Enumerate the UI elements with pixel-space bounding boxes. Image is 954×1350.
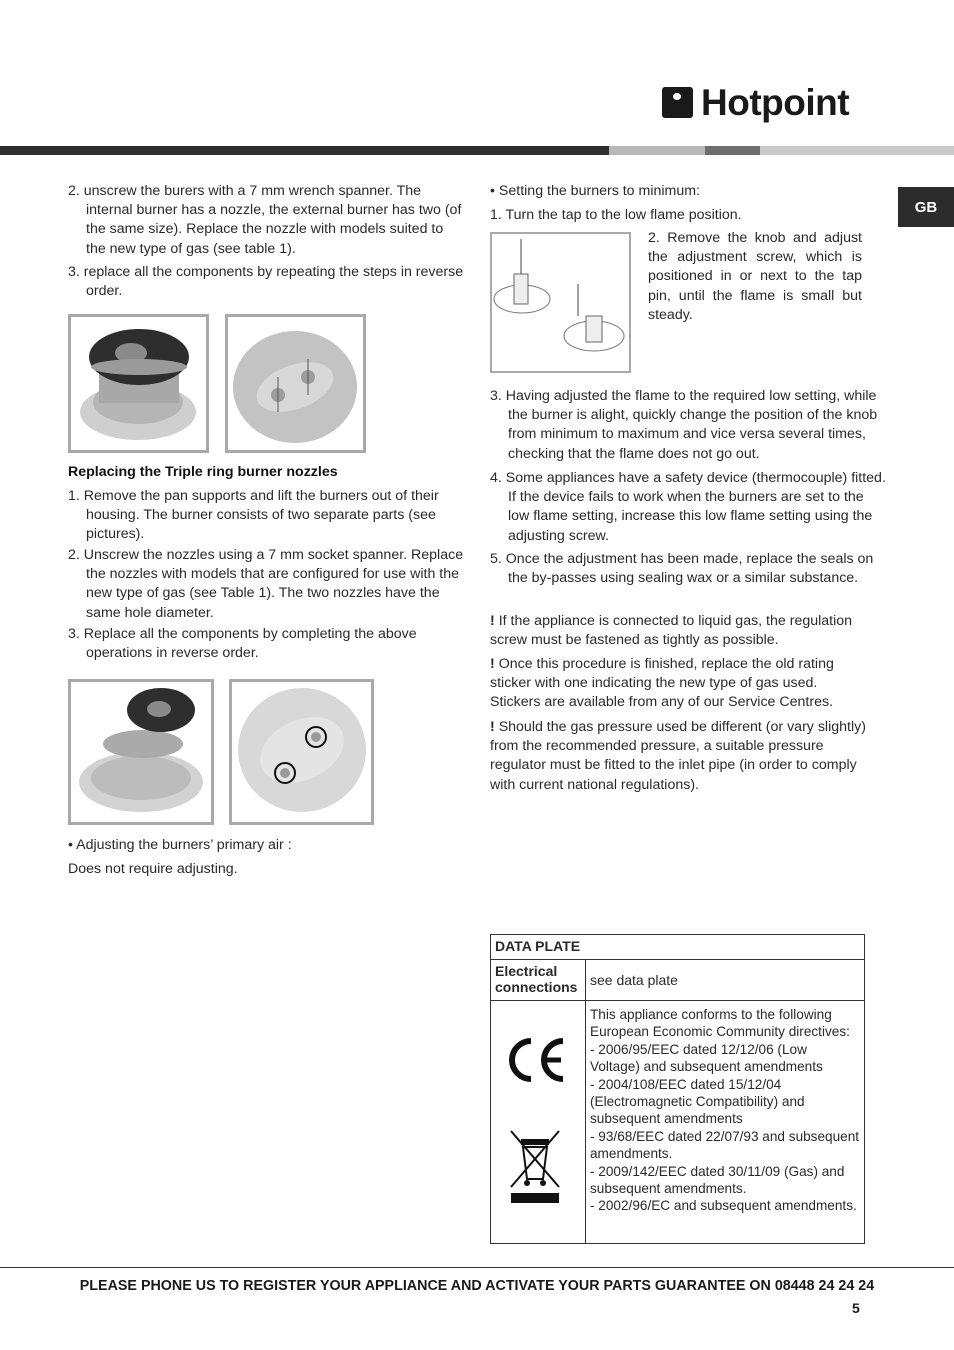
step-replace-components: 3. replace all the components by repeating the steps in reverse order. (68, 264, 464, 300)
min-step-3: 3. Having adjusted the flame to the required low setting, while the burner is alight, quickly change the position of the knob from minimum to maximum and vice versa several times, checking that the flame does not go out. (490, 388, 878, 462)
burner-photo-1 (68, 314, 209, 453)
triple-burner-photo-2 (229, 679, 374, 825)
brand-name: Hotpoint (701, 82, 850, 123)
footer-divider (0, 1267, 954, 1268)
primary-air-note: Does not require adjusting. (68, 861, 238, 877)
warning-rating-sticker (490, 655, 868, 713)
triple-ring-heading: Replacing the Triple ring burner nozzles (68, 464, 338, 480)
data-plate-table (490, 934, 865, 1244)
weee-bin-icon (507, 1129, 563, 1205)
compliance-marks (491, 1001, 586, 1244)
warning-gas-pressure (490, 718, 868, 795)
triple-step-2: 2. Unscrew the nozzles using a 7 mm socket spanner. Replace the nozzles with models that are configured for use with the new type of gas (see Table 1). The two nozzles have the same hole diameter. (68, 547, 464, 621)
ce-mark-icon (503, 1037, 569, 1083)
electrical-value: see data plate (586, 960, 865, 1001)
min-step-1: 1. Turn the tap to the low flame position. (490, 207, 742, 223)
directive-line: - 2002/96/EC and subsequent amendments. (590, 1198, 857, 1214)
min-step-5: 5. Once the adjustment has been made, replace the seals on the by-passes using sealing wax or a similar substance. (490, 551, 874, 587)
warning-text: If the appliance is connected to liquid gas, the regulation screw must be fastened as tightly as possible. (490, 613, 853, 649)
header-bar (0, 146, 954, 155)
warning-mark: ! (490, 719, 495, 735)
warning-mark: ! (490, 613, 495, 629)
primary-air-bullet: • Adjusting the burners’ primary air : (68, 837, 292, 853)
page-number: 5 (852, 1300, 860, 1316)
min-step-4: 4. Some appliances have a safety device (thermocouple) fitted. If the device fails to work when the burners are set to the low flame setting, increase this low flame setting using the adjusting screw. (490, 470, 886, 544)
registration-footer: PLEASE PHONE US TO REGISTER YOUR APPLIANCE AND ACTIVATE YOUR PARTS GUARANTEE ON 08448 24 24 24 (79, 1278, 875, 1294)
minimum-setting-bullet: • Setting the burners to minimum: (490, 183, 700, 199)
logo-mark-icon (662, 87, 693, 118)
data-plate-title: DATA PLATE (491, 935, 865, 960)
triple-step-1: 1. Remove the pan supports and lift the burners out of their housing. The burner consists of two separate parts (see pictures). (68, 488, 439, 543)
language-tab: GB (898, 187, 954, 227)
warning-liquid-gas (490, 612, 868, 650)
directive-line: - 2004/108/EEC dated 15/12/04 (Electromagnetic Compatibility) and subsequent amendments (590, 1076, 805, 1127)
directive-line: This appliance conforms to the following European Economic Community directives: (590, 1007, 850, 1040)
brand-logo (662, 84, 849, 121)
triple-burner-photo-1 (68, 679, 214, 825)
min-step-2: 2. Remove the knob and adjust the adjustment screw, which is positioned in or next to the tap pin, until the flame is small but steady. (648, 230, 862, 323)
warning-text: Should the gas pressure used be different (or vary slightly) from the recommended pressure, a suitable pressure regulator must be fitted to the inlet pipe (in order to comply with current national regulations). (490, 719, 866, 793)
warning-text: Once this procedure is finished, replace the old rating sticker with one indicating the new type of gas used. Stickers are available from any of our Service Centres. (490, 656, 834, 711)
directives-cell (586, 1001, 865, 1244)
warning-mark: ! (490, 656, 495, 672)
step-unscrew-burners: 2. unscrew the burers with a 7 mm wrench spanner. The internal burner has a nozzle, the external burner has two (of the same size). Replace the nozzle with models suited to the new type of gas (see table 1). (68, 183, 462, 257)
triple-step-3: 3. Replace all the components by completing the above operations in reverse order. (68, 626, 417, 662)
tap-adjustment-illustration (490, 232, 631, 373)
directive-line: - 93/68/EEC dated 22/07/93 and subsequent amendments. (590, 1128, 860, 1162)
directive-line: - 2009/142/EEC dated 30/11/09 (Gas) and subsequent amendments. (590, 1163, 845, 1197)
directive-line: - 2006/95/EEC dated 12/12/06 (Low Voltage) and subsequent amendments (590, 1041, 823, 1075)
burner-photo-2 (225, 314, 366, 453)
electrical-label: Electrical connections (491, 960, 586, 1001)
